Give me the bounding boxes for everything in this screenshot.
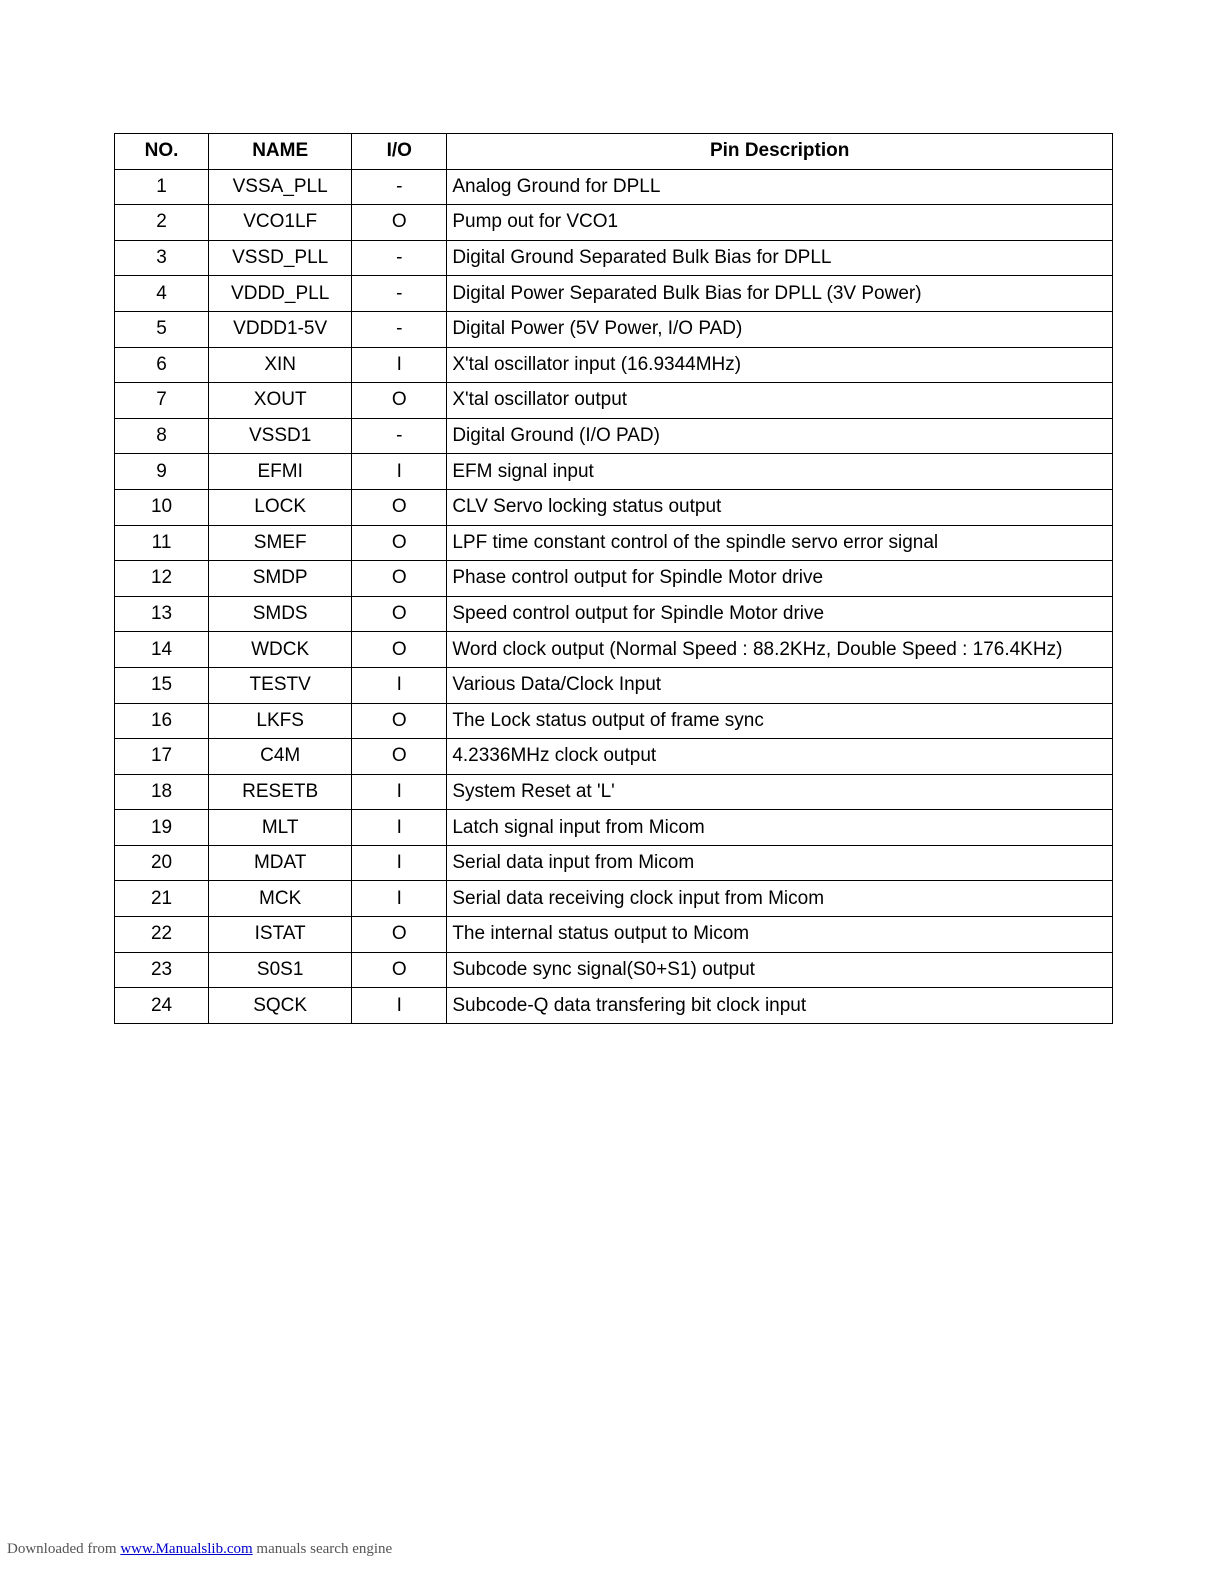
pin-number: 19 <box>115 810 209 846</box>
table-row <box>115 205 1113 241</box>
table-row <box>115 276 1113 312</box>
pin-io: O <box>352 596 447 632</box>
pin-io: O <box>352 917 447 953</box>
pin-description: LPF time constant control of the spindle servo error signal <box>447 525 1113 561</box>
pin-number: 7 <box>115 383 209 419</box>
pin-description: Subcode-Q data transfering bit clock input <box>447 988 1113 1024</box>
table-body <box>115 169 1113 1023</box>
pin-description: Pump out for VCO1 <box>447 205 1113 241</box>
pin-name: S0S1 <box>209 952 352 988</box>
pin-io: I <box>352 845 447 881</box>
pin-io: O <box>352 703 447 739</box>
pin-name: LOCK <box>209 489 352 525</box>
table-row <box>115 845 1113 881</box>
table-row <box>115 454 1113 490</box>
pin-number: 5 <box>115 311 209 347</box>
pin-name: XIN <box>209 347 352 383</box>
pin-name: VDDD1-5V <box>209 311 352 347</box>
pin-name: EFMI <box>209 454 352 490</box>
pin-number: 21 <box>115 881 209 917</box>
pin-description: EFM signal input <box>447 454 1113 490</box>
pin-description: Digital Power Separated Bulk Bias for DPLL (3V Power) <box>447 276 1113 312</box>
pin-io: - <box>352 418 447 454</box>
pin-name: SMDS <box>209 596 352 632</box>
pin-description: Analog Ground for DPLL <box>447 169 1113 205</box>
pin-number: 1 <box>115 169 209 205</box>
pin-description: Digital Power (5V Power, I/O PAD) <box>447 311 1113 347</box>
pin-number: 14 <box>115 632 209 668</box>
pin-io: O <box>352 489 447 525</box>
pin-number: 17 <box>115 739 209 775</box>
pin-io: I <box>352 881 447 917</box>
table-row <box>115 596 1113 632</box>
table-row <box>115 489 1113 525</box>
pin-number: 24 <box>115 988 209 1024</box>
table-row <box>115 774 1113 810</box>
pin-io: - <box>352 240 447 276</box>
footer-prefix: Downloaded from <box>7 1541 121 1557</box>
pin-description: Serial data receiving clock input from Micom <box>447 881 1113 917</box>
table-row <box>115 739 1113 775</box>
table-row <box>115 952 1113 988</box>
table-row <box>115 632 1113 668</box>
header-pin-description: Pin Description <box>447 134 1113 170</box>
table-row <box>115 418 1113 454</box>
pin-description: 4.2336MHz clock output <box>447 739 1113 775</box>
table-row <box>115 383 1113 419</box>
pin-description: Digital Ground (I/O PAD) <box>447 418 1113 454</box>
pin-name: MDAT <box>209 845 352 881</box>
pin-io: I <box>352 810 447 846</box>
pin-number: 12 <box>115 561 209 597</box>
pin-name: RESETB <box>209 774 352 810</box>
table-row <box>115 347 1113 383</box>
footer-suffix: manuals search engine <box>252 1541 393 1557</box>
pin-io: I <box>352 347 447 383</box>
pin-number: 13 <box>115 596 209 632</box>
pin-number: 20 <box>115 845 209 881</box>
table-header-row <box>115 134 1113 170</box>
table-row <box>115 810 1113 846</box>
pin-io: - <box>352 311 447 347</box>
pin-number: 8 <box>115 418 209 454</box>
pin-number: 18 <box>115 774 209 810</box>
table-row <box>115 561 1113 597</box>
pin-name: ISTAT <box>209 917 352 953</box>
pin-name: SMDP <box>209 561 352 597</box>
pin-name: SQCK <box>209 988 352 1024</box>
pin-number: 16 <box>115 703 209 739</box>
table-row <box>115 703 1113 739</box>
pin-number: 15 <box>115 667 209 703</box>
pin-name: MLT <box>209 810 352 846</box>
table-row <box>115 667 1113 703</box>
pin-description: Serial data input from Micom <box>447 845 1113 881</box>
pin-description: Various Data/Clock Input <box>447 667 1113 703</box>
manualslib-link[interactable]: www.Manualslib.com <box>120 1541 253 1557</box>
pin-number: 2 <box>115 205 209 241</box>
pin-io: O <box>352 383 447 419</box>
pin-io: I <box>352 988 447 1024</box>
pin-description: Subcode sync signal(S0+S1) output <box>447 952 1113 988</box>
pin-description: The internal status output to Micom <box>447 917 1113 953</box>
table-row <box>115 881 1113 917</box>
pin-name: LKFS <box>209 703 352 739</box>
pin-number: 6 <box>115 347 209 383</box>
pin-io: O <box>352 525 447 561</box>
pin-io: I <box>352 774 447 810</box>
header-name: NAME <box>209 134 352 170</box>
pin-number: 9 <box>115 454 209 490</box>
table-row <box>115 169 1113 205</box>
pin-description: Speed control output for Spindle Motor drive <box>447 596 1113 632</box>
pin-io: - <box>352 169 447 205</box>
pin-name: WDCK <box>209 632 352 668</box>
pin-io: O <box>352 205 447 241</box>
pin-name: VSSD_PLL <box>209 240 352 276</box>
table-row <box>115 525 1113 561</box>
pin-description-table <box>114 133 1113 1024</box>
download-footer <box>7 1541 392 1558</box>
pin-description: Phase control output for Spindle Motor drive <box>447 561 1113 597</box>
pin-description: CLV Servo locking status output <box>447 489 1113 525</box>
pin-io: O <box>352 561 447 597</box>
header-no: NO. <box>115 134 209 170</box>
table-row <box>115 240 1113 276</box>
pin-description: The Lock status output of frame sync <box>447 703 1113 739</box>
pin-description: Word clock output (Normal Speed : 88.2KHz, Double Speed : 176.4KHz) <box>447 632 1113 668</box>
pin-name: SMEF <box>209 525 352 561</box>
pin-name: XOUT <box>209 383 352 419</box>
pin-io: I <box>352 667 447 703</box>
pin-description: X'tal oscillator input (16.9344MHz) <box>447 347 1113 383</box>
pin-number: 10 <box>115 489 209 525</box>
pin-name: VSSA_PLL <box>209 169 352 205</box>
pin-name: VCO1LF <box>209 205 352 241</box>
table-row <box>115 917 1113 953</box>
pin-name: C4M <box>209 739 352 775</box>
pin-name: VSSD1 <box>209 418 352 454</box>
pin-number: 11 <box>115 525 209 561</box>
pin-name: MCK <box>209 881 352 917</box>
table-row <box>115 988 1113 1024</box>
pin-io: O <box>352 952 447 988</box>
pin-name: TESTV <box>209 667 352 703</box>
pin-description: System Reset at 'L' <box>447 774 1113 810</box>
pin-description: Latch signal input from Micom <box>447 810 1113 846</box>
pin-io: O <box>352 739 447 775</box>
pin-io: I <box>352 454 447 490</box>
pin-number: 23 <box>115 952 209 988</box>
table-row <box>115 311 1113 347</box>
pin-number: 4 <box>115 276 209 312</box>
pin-io: O <box>352 632 447 668</box>
pin-description: X'tal oscillator output <box>447 383 1113 419</box>
pin-number: 3 <box>115 240 209 276</box>
pin-name: VDDD_PLL <box>209 276 352 312</box>
header-io: I/O <box>352 134 447 170</box>
pin-io: - <box>352 276 447 312</box>
pin-number: 22 <box>115 917 209 953</box>
pin-description: Digital Ground Separated Bulk Bias for DPLL <box>447 240 1113 276</box>
